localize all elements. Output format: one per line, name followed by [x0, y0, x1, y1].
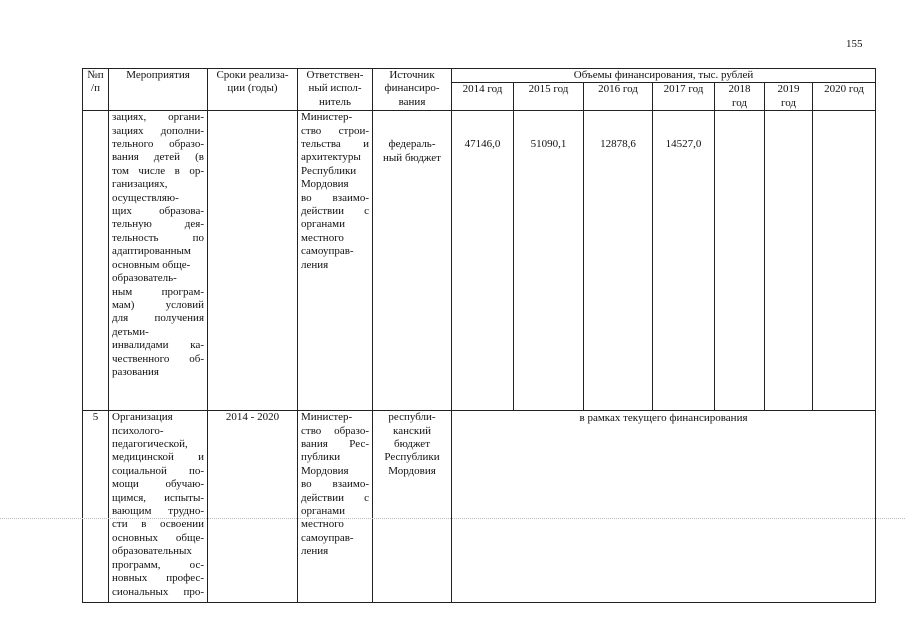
activity-line: новных профес- [112, 572, 204, 585]
cell-value [813, 111, 876, 411]
responsible-line: публики [301, 451, 341, 464]
activity-line: сти в освоении [112, 518, 204, 531]
activity-line: социальной по- [112, 464, 204, 477]
cell-responsible [298, 411, 373, 603]
activity-line: мощи обучаю- [112, 478, 204, 491]
cell-num: 5 [83, 411, 109, 603]
activity-line: тельную дея- [112, 218, 204, 231]
activity-line: тельного образо- [112, 138, 204, 151]
header-num-line: №п [87, 69, 104, 81]
responsible-line: местного [301, 231, 344, 244]
source-line: бюджет [394, 438, 430, 451]
responsible-line: действии с [301, 491, 369, 504]
activity-line: осуществляю- [112, 191, 179, 204]
dotted-artifact-line [0, 518, 905, 520]
header-year [765, 83, 813, 111]
cell-activity [109, 111, 208, 411]
header-year-line: год [731, 96, 748, 109]
activity-line: сиональных про- [112, 585, 204, 598]
activity-line: образовательных [112, 545, 192, 558]
activity-line: тельность по [112, 231, 204, 244]
header-terms [208, 69, 298, 111]
responsible-line: Республики [301, 164, 357, 177]
source-line: Мордовия [388, 464, 436, 477]
header-year-line: 2014 год [462, 83, 503, 96]
header-year-line: 2019 [777, 83, 800, 96]
header-num [83, 69, 109, 111]
activity-line: образователь- [112, 272, 177, 285]
responsible-line: тельства и [301, 138, 369, 151]
funding-table [82, 68, 876, 603]
source-line: республи- [388, 411, 436, 424]
activity-line: основных обще- [112, 531, 204, 544]
activity-line: щимся, испыты- [112, 491, 204, 504]
table-row [83, 411, 876, 603]
responsible-line: действии с [301, 205, 369, 218]
activity-line: адаптированным [112, 245, 191, 258]
header-year-line: 2018 [728, 83, 751, 96]
responsible-line: во взаимо- [301, 191, 369, 204]
source-line: ный бюджет [383, 151, 441, 164]
activity-line: мам) условий [112, 298, 204, 311]
header-source-line: Источник [389, 69, 435, 81]
responsible-line: Мордовия [301, 178, 349, 191]
activity-line: детьми- [112, 325, 149, 338]
responsible-line: ство строи- [301, 124, 369, 137]
source-line: канский [393, 424, 431, 437]
responsible-line: ления [301, 545, 329, 558]
header-source-line: вания [398, 95, 426, 108]
header-responsible-line: ный испол- [308, 82, 362, 95]
header-num-line: /п [91, 82, 100, 95]
activity-line: Организация [112, 411, 173, 424]
header-year [514, 83, 584, 111]
responsible-line: органами [301, 505, 346, 518]
responsible-line: местного [301, 518, 344, 531]
activity-line: вающим трудно- [112, 505, 204, 518]
cell-merged-note: в рамках текущего финансирования [452, 411, 876, 603]
activity-line: разования [112, 365, 159, 378]
header-year-line: 2020 год [824, 83, 864, 96]
cell-value [765, 111, 813, 411]
activity-line: ным програм- [112, 285, 204, 298]
header-year-line: 2017 год [663, 83, 704, 96]
header-year [715, 83, 765, 111]
activity-line: зациях, органи- [112, 111, 204, 124]
table-row [83, 111, 876, 411]
header-year [813, 83, 876, 111]
activity-line: инвалидами ка- [112, 339, 204, 352]
activity-line: основным обще- [112, 258, 191, 271]
cell-value: 51090,1 [514, 111, 584, 411]
responsible-line: самоуправ- [301, 531, 354, 544]
header-year [653, 83, 715, 111]
responsible-line: Мордовия [301, 464, 349, 477]
header-activities: Мероприятия [109, 69, 208, 111]
activity-line: медицинской и [112, 451, 204, 464]
cell-source [373, 411, 452, 603]
cell-responsible [298, 111, 373, 411]
header-terms-line: Сроки реализа- [216, 69, 289, 81]
cell-source [373, 111, 452, 411]
responsible-line: Министер- [301, 111, 353, 124]
header-source-line: финансиро- [384, 82, 440, 95]
header-responsible-line: нитель [319, 95, 351, 108]
header-year [452, 83, 514, 111]
activity-line: чественного об- [112, 352, 204, 365]
cell-num [83, 111, 109, 411]
activity-line: том числе в ор- [112, 164, 204, 177]
activity-line: зациях дополни- [112, 124, 204, 137]
header-terms-line: ции (годы) [227, 82, 278, 95]
activity-line: для получения [112, 312, 204, 325]
header-responsible-line: Ответствен- [306, 69, 364, 81]
cell-activity [109, 411, 208, 603]
cell-value [715, 111, 765, 411]
responsible-line: ления [301, 258, 329, 271]
responsible-line: Министер- [301, 411, 353, 424]
responsible-line: ство образо- [301, 424, 369, 437]
responsible-line: вания Рес- [301, 438, 369, 451]
header-source [373, 69, 452, 111]
source-line: федераль- [388, 138, 436, 151]
cell-terms: 2014 - 2020 [208, 411, 298, 603]
responsible-line: во взаимо- [301, 478, 369, 491]
activity-line: программ, ос- [112, 558, 204, 571]
cell-value: 12878,6 [584, 111, 653, 411]
responsible-line: архитектуры [301, 151, 361, 164]
header-year-line: год [780, 96, 797, 109]
activity-line: вания детей (в [112, 151, 204, 164]
header-year-line: 2016 год [598, 83, 638, 96]
cell-terms [208, 111, 298, 411]
header-year-line: 2015 год [528, 83, 569, 96]
activity-line: ганизациях, [112, 178, 168, 191]
responsible-line: органами [301, 218, 346, 231]
source-line: Республики [384, 451, 440, 464]
page-number: 155 [846, 38, 863, 50]
activity-line: щих образова- [112, 205, 204, 218]
header-funding: Объемы финансирования, тыс. рублей [452, 69, 876, 83]
header-responsible [298, 69, 373, 111]
activity-line: психолого- [112, 424, 164, 437]
responsible-line: самоуправ- [301, 245, 354, 258]
cell-value: 47146,0 [452, 111, 514, 411]
cell-value: 14527,0 [653, 111, 715, 411]
activity-line: педагогической, [112, 438, 188, 451]
header-year [584, 83, 653, 111]
